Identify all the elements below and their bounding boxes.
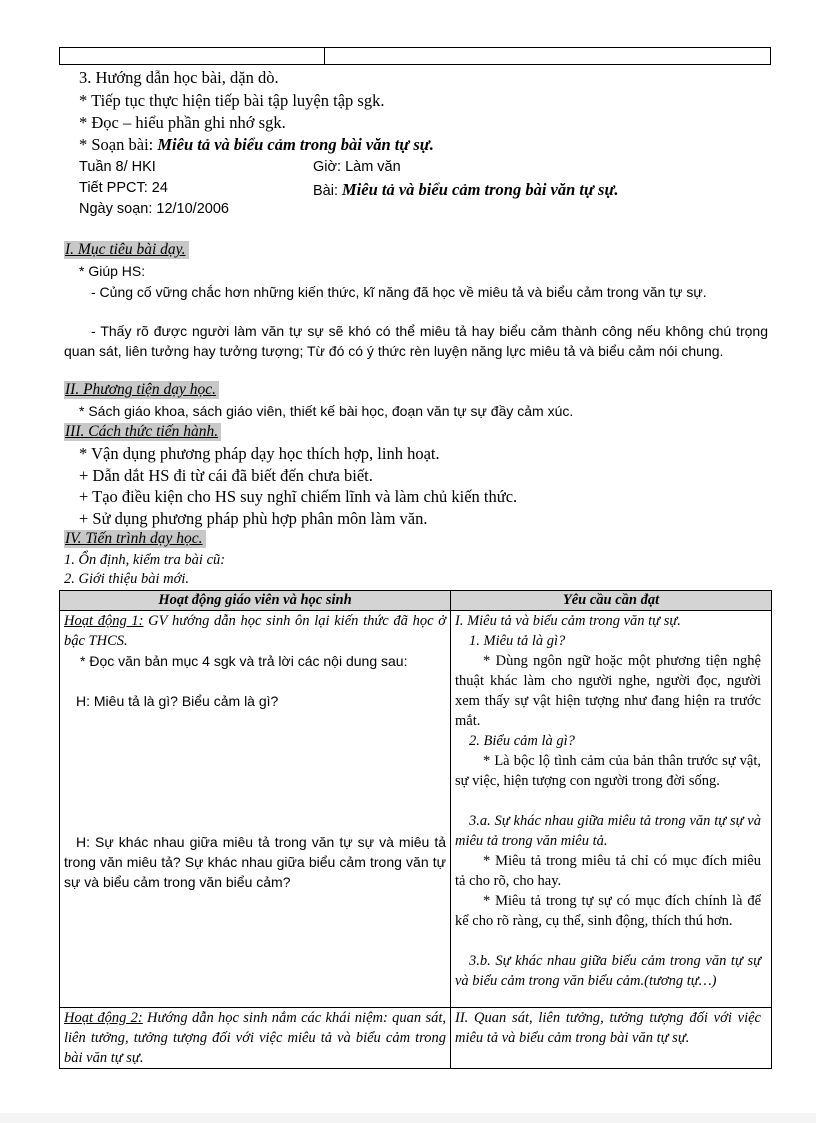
activity-1-task: * Đọc văn bản mục 4 sgk và trả lời các nội dung sau: [80, 653, 408, 669]
header-left: Hoạt động giáo viên và học sinh [60, 591, 451, 611]
activity-1-text: GV hướng dẫn học sinh ôn lại kiến thức đã học ở bậc THCS. [64, 613, 446, 649]
top-empty-table [59, 47, 771, 65]
section-3-item-3: + Tạo điều kiện cho HS suy nghĩ chiếm lĩnh và làm chủ kiến thức. [79, 487, 518, 506]
date-info: Ngày soạn: 12/10/2006 [79, 201, 229, 217]
question-1: H: Miêu tả là gì? Biểu cảm là gì? [76, 693, 279, 709]
section-4-title: IV. Tiến trình dạy học. [64, 530, 206, 548]
left-activity-2-cell [60, 1008, 451, 1069]
guide-item-3-title: Miêu tả và biểu cảm trong bài văn tự sự. [157, 135, 434, 154]
section-3-item-2: + Dẫn dắt HS đi từ cái đã biết đến chưa biết. [79, 466, 373, 485]
section-1-intro: * Giúp HS: [79, 263, 146, 279]
right-activity-2-cell [451, 1008, 772, 1069]
activity-2 [64, 1008, 446, 1068]
section-1-paragraph-1: - Củng cố vững chắc hơn những kiến thức, kĩ năng đã học về miêu tả và biểu cảm trong văn tự sự. [91, 284, 707, 300]
answer-heading-2: II. Quan sát, liên tưởng, tưởng tượng đối với việc miêu tả và biểu cảm trong bài văn tự sự. [455, 1010, 761, 1046]
answer-subheading-2: 2. Biểu cảm là gì? [469, 733, 575, 749]
activity-1 [64, 611, 446, 651]
header-right: Yêu cầu cần đạt [451, 591, 772, 611]
section-4-item-1: 1. Ổn định, kiểm tra bài cũ: [64, 552, 226, 568]
section-4-item-2: 2. Giới thiệu bài mới. [64, 571, 190, 587]
guide-item-1: * Tiếp tục thực hiện tiếp bài tập luyện tập sgk. [79, 91, 385, 110]
answer-heading-1: I. Miêu tả và biểu cảm trong văn tự sự. [455, 613, 681, 629]
activity-1-label: Hoạt động 1: [64, 613, 144, 629]
section-2-title: II. Phương tiện dạy học. [64, 381, 219, 399]
left-column-cell [60, 611, 451, 1008]
section-3-item-1: * Vận dụng phương pháp dạy học thích hợp, linh hoạt. [79, 444, 440, 463]
guide-item-3 [79, 135, 434, 155]
answer-subheading-3a: 3.a. Sự khác nhau giữa miêu tả trong văn tự sự và miêu tả trong văn miêu tả. [455, 813, 761, 849]
guide-item-2: * Đọc – hiểu phần ghi nhớ sgk. [79, 113, 286, 132]
section-3-item-4: + Sử dụng phương pháp phù hợp phân môn làm văn. [79, 509, 428, 528]
answer-1: * Dùng ngôn ngữ hoặc một phương tiện nghệ thuật khác làm cho người nghe, người đọc, người xem thấy sự vật hiện tượng như đang hiện ra trước mắt. [455, 653, 761, 729]
top-table-divider [324, 48, 325, 64]
activity-2-label: Hoạt động 2: [64, 1010, 143, 1026]
hour-info: Giờ: Làm văn [313, 159, 401, 175]
lesson-prefix: Bài: [313, 183, 343, 199]
answer-3a-2: * Miêu tả trong tự sự có mục đích chính là để kể cho rõ ràng, cụ thể, sinh động, thích thú hơn. [455, 893, 761, 929]
answer-subheading-3b: 3.b. Sự khác nhau giữa biểu cảm trong văn tự sự và biểu cảm trong văn biểu cảm.(tương tự…) [455, 953, 761, 989]
section-2-item: * Sách giáo khoa, sách giáo viên, thiết kế bài học, đoạn văn tự sự đầy cảm xúc. [79, 403, 574, 419]
section-1-title: I. Mục tiêu bài dạy. [64, 241, 189, 259]
guide-heading: 3. Hướng dẫn học bài, dặn dò. [79, 68, 279, 87]
week-info: Tuần 8/ HKI [79, 159, 156, 175]
section-1-paragraph-2: - Thấy rõ được người làm văn tự sự sẽ khó có thể miêu tả hay biểu cảm thành công nếu không chú trọng quan sát, liên tưởng hay tưởng tượng; Từ đó có ý thức rèn luyện năng lực miêu tả và biểu cảm nói chung. [64, 323, 768, 359]
question-2: H: Sự khác nhau giữa miêu tả trong văn tự sự và miêu tả trong văn miêu tả? Sự khác nhau giữa biểu cảm trong văn tự sự và biểu cảm trong văn biểu cảm? [64, 834, 446, 890]
right-column-cell [451, 611, 772, 1008]
section-3-title: III. Cách thức tiến hành. [64, 423, 221, 441]
guide-item-3-prefix: * Soạn bài: [79, 135, 158, 154]
lesson-activity-table [59, 590, 772, 1069]
answer-3a-1: * Miêu tả trong miêu tả chỉ có mục đích miêu tả cho rõ, cho hay. [455, 853, 761, 889]
period-info: Tiết PPCT: 24 [79, 180, 168, 196]
page-bottom-edge [0, 1113, 816, 1123]
lesson-title: Miêu tả và biểu cảm trong bài văn tự sự. [342, 180, 619, 199]
activity-2-text: Hướng dẫn học sinh nắm các khái niệm: quan sát, liên tưởng, tưởng tượng đối với việc miêu tả và biểu cảm trong bài văn tự sự. [64, 1010, 446, 1066]
answer-subheading-1: 1. Miêu tả là gì? [469, 633, 566, 649]
answer-2: * Là bộc lộ tình cảm của bản thân trước sự vật, sự việc, hiện tượng con người trong đời sống. [455, 753, 761, 789]
lesson-info [313, 180, 618, 200]
